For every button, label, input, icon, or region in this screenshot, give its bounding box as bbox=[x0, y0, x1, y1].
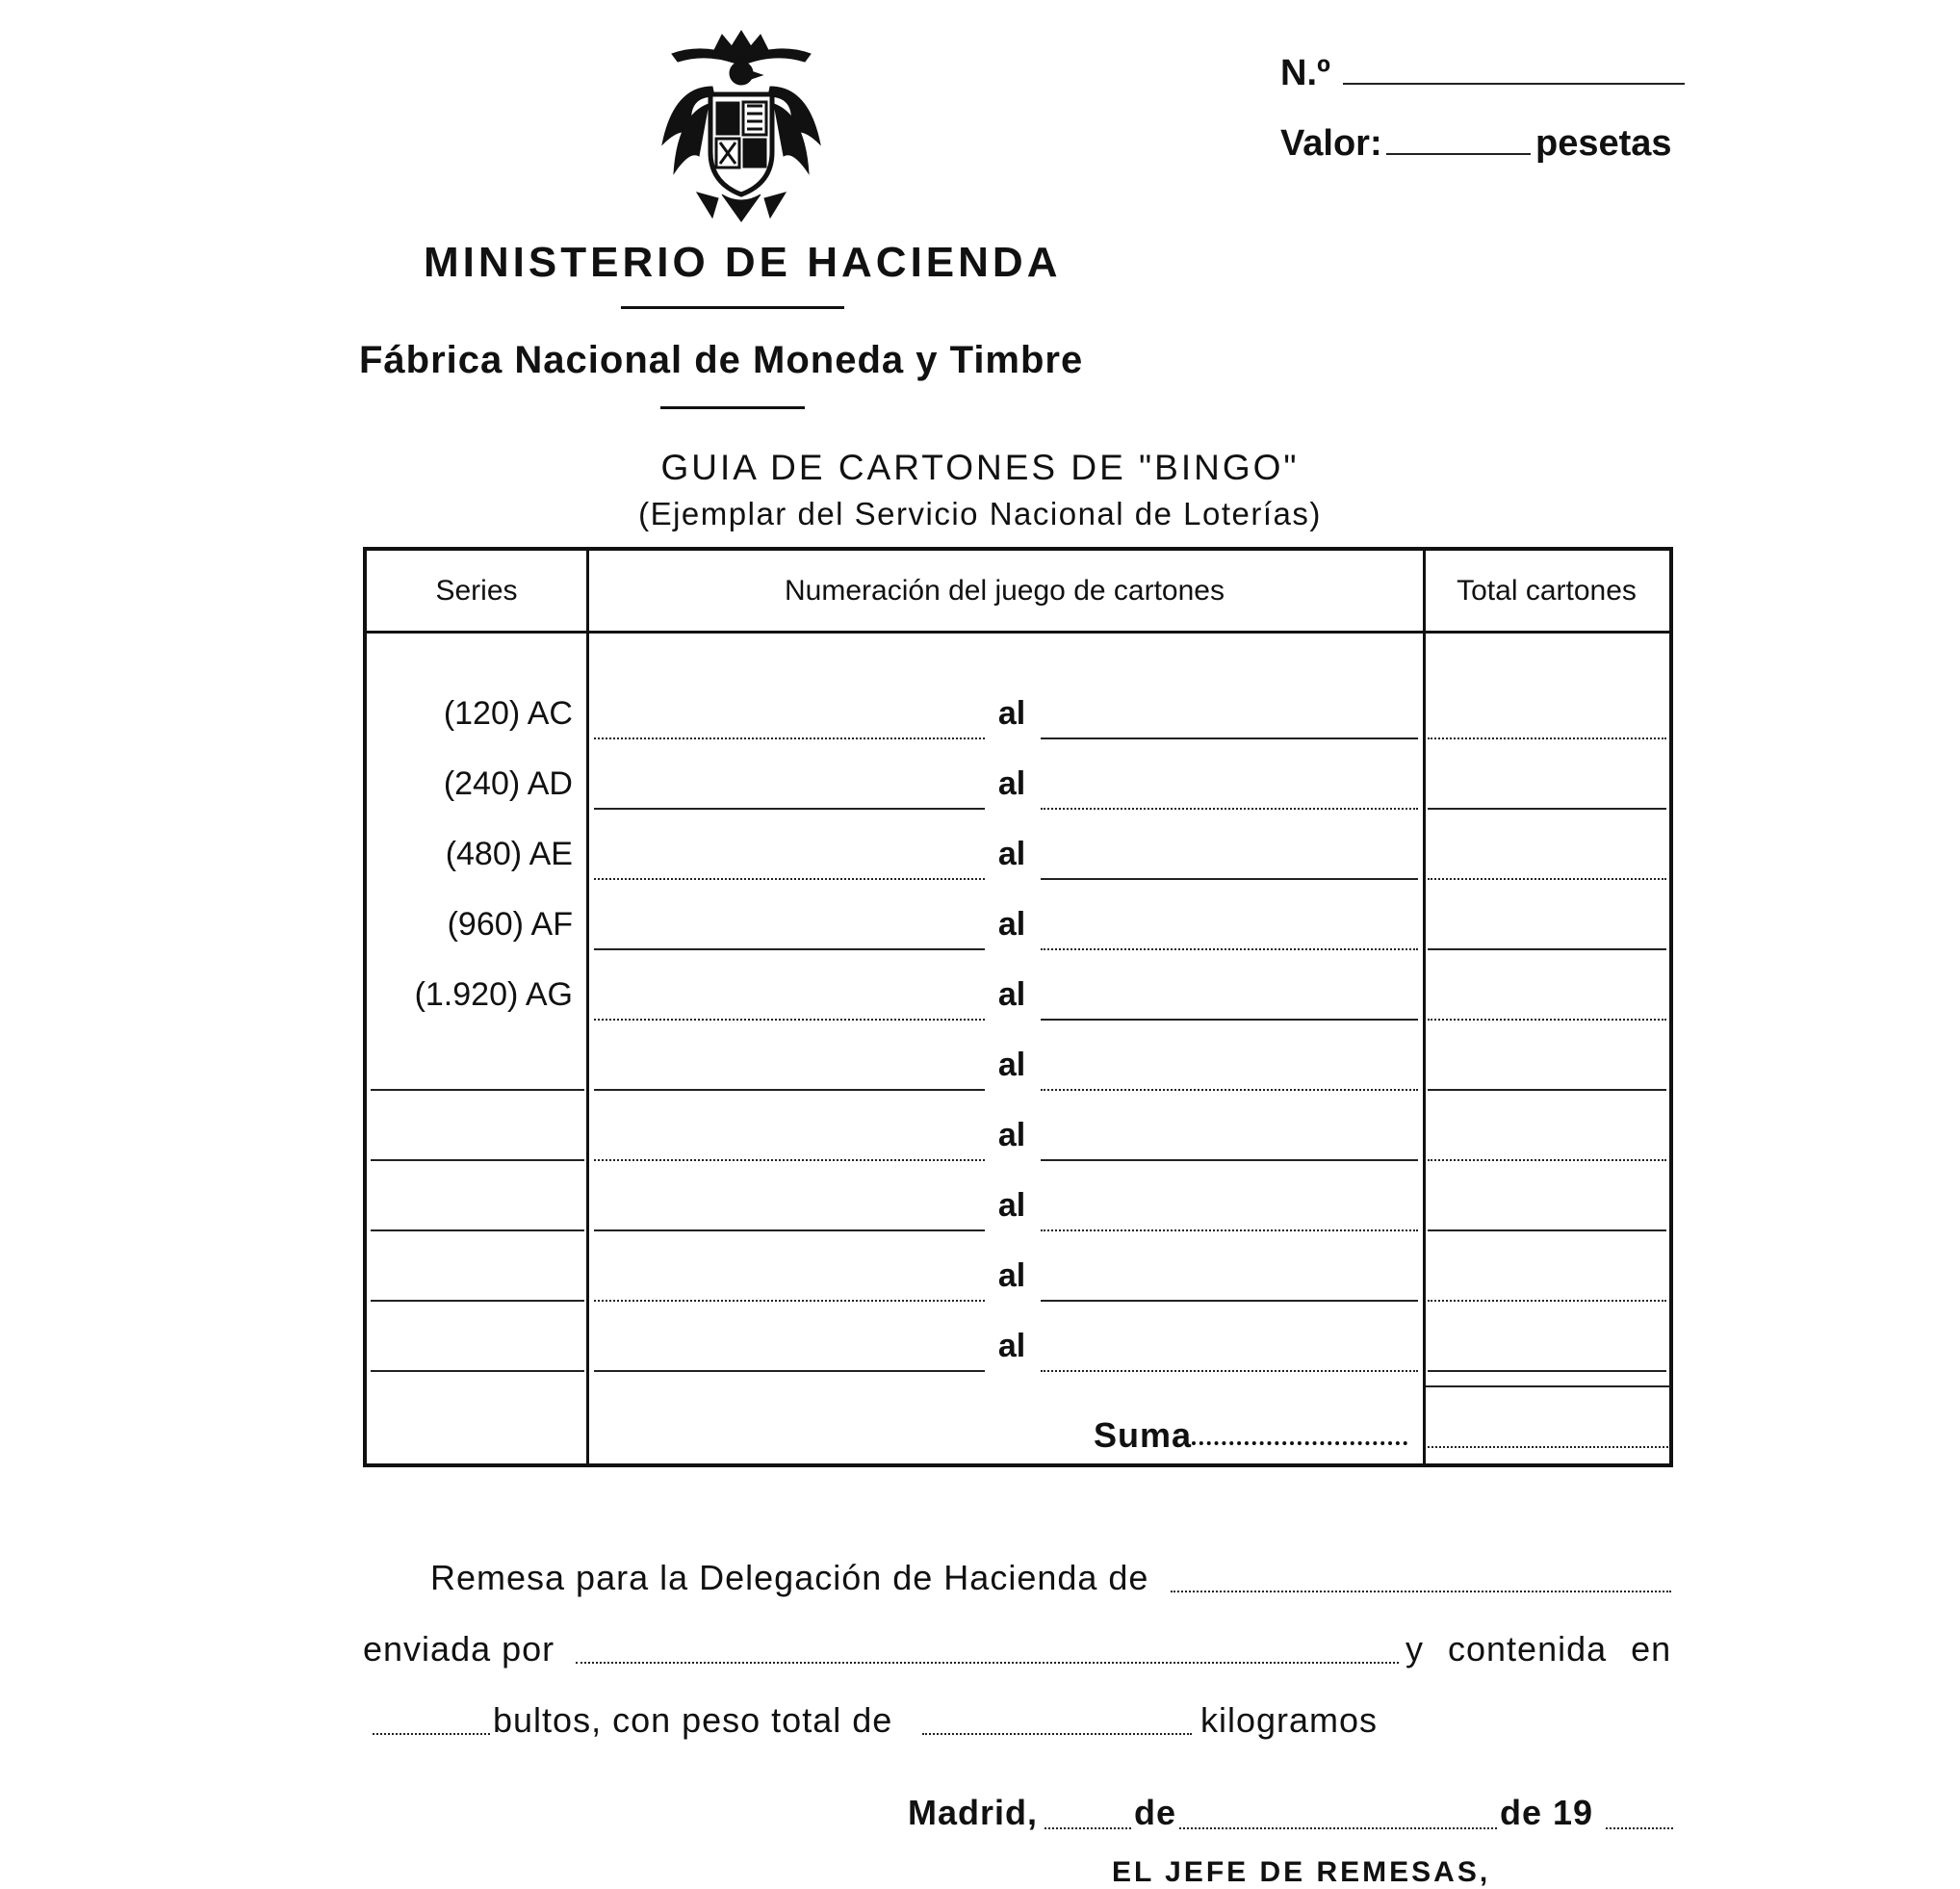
total-cartones-field[interactable] bbox=[1428, 1089, 1666, 1091]
from-number-field[interactable] bbox=[594, 1159, 985, 1161]
fabrica-title: Fábrica Nacional de Moneda y Timbre bbox=[359, 339, 1084, 381]
header-series: Series bbox=[435, 575, 518, 607]
bultos-field[interactable] bbox=[373, 1733, 490, 1735]
series-field[interactable] bbox=[371, 1089, 584, 1091]
from-number-field[interactable] bbox=[594, 1089, 985, 1091]
month-field[interactable] bbox=[1179, 1827, 1497, 1829]
enviada-field[interactable] bbox=[576, 1662, 1399, 1664]
column-divider bbox=[586, 551, 589, 1463]
from-number-field[interactable] bbox=[594, 948, 985, 950]
to-number-field[interactable] bbox=[1041, 737, 1418, 739]
value-field[interactable] bbox=[1386, 153, 1531, 155]
al-connector: al bbox=[997, 1328, 1026, 1364]
total-cartones-field[interactable] bbox=[1428, 1019, 1666, 1021]
ministry-title: MINISTERIO DE HACIENDA bbox=[424, 239, 1062, 286]
peso-field[interactable] bbox=[922, 1733, 1192, 1735]
series-field[interactable] bbox=[371, 1370, 584, 1372]
from-number-field[interactable] bbox=[594, 808, 985, 810]
series-field[interactable] bbox=[371, 1229, 584, 1231]
column-divider bbox=[1423, 551, 1426, 1463]
document-title: GUIA DE CARTONES DE "BINGO" bbox=[660, 448, 1300, 487]
series-field[interactable] bbox=[371, 1159, 584, 1161]
header-divider bbox=[367, 631, 1669, 634]
total-cartones-field[interactable] bbox=[1428, 948, 1666, 950]
total-cartones-field[interactable] bbox=[1428, 1370, 1666, 1372]
signature-label: EL JEFE DE REMESAS, bbox=[1112, 1856, 1491, 1888]
de-label: de bbox=[1134, 1793, 1177, 1832]
al-connector: al bbox=[997, 976, 1026, 1013]
from-number-field[interactable] bbox=[594, 878, 985, 880]
al-connector: al bbox=[997, 1117, 1026, 1153]
value-label: Valor: bbox=[1280, 123, 1382, 164]
kilogramos-label: kilogramos bbox=[1200, 1700, 1379, 1740]
total-cartones-field[interactable] bbox=[1428, 808, 1666, 810]
total-divider bbox=[1426, 1385, 1670, 1387]
number-field[interactable] bbox=[1343, 83, 1685, 85]
series-cell: (960) AF bbox=[447, 906, 573, 943]
from-number-field[interactable] bbox=[594, 1300, 985, 1302]
series-cell: (1.920) AG bbox=[414, 976, 573, 1013]
from-number-field[interactable] bbox=[594, 1229, 985, 1231]
header-total: Total cartones bbox=[1457, 575, 1637, 607]
al-connector: al bbox=[997, 1047, 1026, 1083]
bultos-label: bultos, con peso total de bbox=[493, 1700, 893, 1740]
to-number-field[interactable] bbox=[1041, 808, 1418, 810]
series-cell: (240) AD bbox=[443, 765, 573, 802]
year-label: de 19 bbox=[1500, 1793, 1594, 1832]
to-number-field[interactable] bbox=[1041, 1089, 1418, 1091]
number-label: N.º bbox=[1280, 53, 1330, 93]
to-number-field[interactable] bbox=[1041, 1159, 1418, 1161]
to-number-field[interactable] bbox=[1041, 1019, 1418, 1021]
remesa-label: Remesa para la Delegación de Hacienda de bbox=[430, 1558, 1149, 1597]
to-number-field[interactable] bbox=[1041, 878, 1418, 880]
al-connector: al bbox=[997, 765, 1026, 802]
series-cell: (120) AC bbox=[443, 695, 573, 732]
value-unit: pesetas bbox=[1535, 123, 1672, 164]
suma-leader bbox=[1192, 1441, 1407, 1445]
to-number-field[interactable] bbox=[1041, 1229, 1418, 1231]
al-connector: al bbox=[997, 695, 1026, 732]
to-number-field[interactable] bbox=[1041, 1300, 1418, 1302]
al-connector: al bbox=[997, 1187, 1026, 1224]
enviada-label: enviada por bbox=[363, 1629, 555, 1669]
al-connector: al bbox=[997, 1257, 1026, 1294]
document-subtitle: (Ejemplar del Servicio Nacional de Loterías) bbox=[638, 496, 1322, 531]
total-cartones-field[interactable] bbox=[1428, 878, 1666, 880]
total-cartones-field[interactable] bbox=[1428, 1300, 1666, 1302]
from-number-field[interactable] bbox=[594, 1019, 985, 1021]
total-cartones-field[interactable] bbox=[1428, 737, 1666, 739]
to-number-field[interactable] bbox=[1041, 1370, 1418, 1372]
suma-label: Suma bbox=[1094, 1415, 1193, 1455]
divider bbox=[621, 306, 844, 309]
total-cartones-field[interactable] bbox=[1428, 1229, 1666, 1231]
suma-total-field[interactable] bbox=[1428, 1446, 1668, 1448]
series-cell: (480) AE bbox=[445, 836, 573, 872]
contenida-label: y contenida en bbox=[1406, 1629, 1672, 1669]
cartones-table bbox=[363, 547, 1673, 1467]
al-connector: al bbox=[997, 906, 1026, 943]
coat-of-arms-icon bbox=[655, 29, 828, 226]
year-field[interactable] bbox=[1606, 1827, 1673, 1829]
from-number-field[interactable] bbox=[594, 1370, 985, 1372]
divider bbox=[660, 406, 805, 409]
header-numeracion: Numeración del juego de cartones bbox=[785, 575, 1225, 607]
madrid-label: Madrid, bbox=[908, 1793, 1039, 1832]
total-cartones-field[interactable] bbox=[1428, 1159, 1666, 1161]
series-field[interactable] bbox=[371, 1300, 584, 1302]
delegacion-field[interactable] bbox=[1171, 1591, 1671, 1592]
to-number-field[interactable] bbox=[1041, 948, 1418, 950]
day-field[interactable] bbox=[1044, 1827, 1131, 1829]
from-number-field[interactable] bbox=[594, 737, 985, 739]
al-connector: al bbox=[997, 836, 1026, 872]
